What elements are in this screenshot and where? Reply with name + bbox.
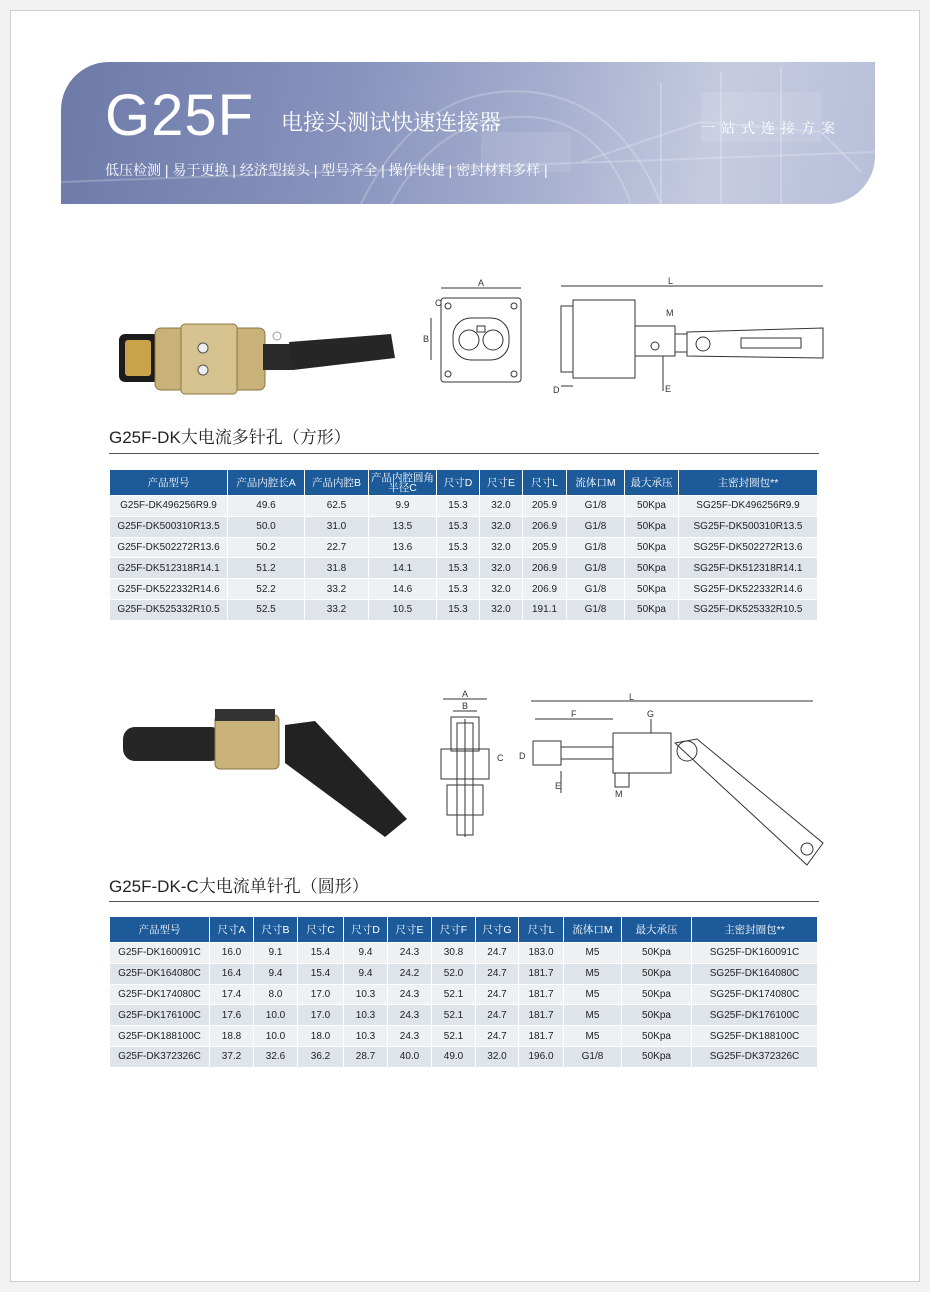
table-cell: 52.5 [228, 599, 305, 620]
column-header: 尺寸E [480, 470, 523, 496]
table-row [110, 558, 818, 579]
table-cell: 181.7 [519, 963, 564, 984]
dim-label-d: D [553, 385, 560, 395]
table-cell: 32.0 [480, 537, 523, 558]
table-cell: G1/8 [567, 496, 625, 517]
table-cell: 8.0 [254, 984, 298, 1005]
table-cell: M5 [564, 963, 622, 984]
table-cell: 15.3 [437, 579, 480, 600]
table-cell: SG25F-DK502272R13.6 [679, 537, 818, 558]
column-header: 尺寸B [254, 917, 298, 943]
column-header: 尺寸G [476, 917, 519, 943]
table-cell: 181.7 [519, 984, 564, 1005]
banner-features: 低压检测 | 易于更换 | 经济型接头 | 型号齐全 | 操作快捷 | 密封材料多样 | [105, 162, 548, 178]
table-cell: 24.7 [476, 1026, 519, 1047]
table-cell: G25F-DK512318R14.1 [110, 558, 228, 579]
table-cell: 24.7 [476, 943, 519, 964]
table-cell: 50Kpa [625, 496, 679, 517]
table-row [110, 963, 818, 984]
column-header: 产品内腔圆角半径C [369, 470, 437, 496]
table-cell: M5 [564, 943, 622, 964]
column-header: 最大承压 [622, 917, 692, 943]
table-cell: SG25F-DK525332R10.5 [679, 599, 818, 620]
dim-label-e: E [555, 781, 562, 791]
dim-label-b: B [461, 701, 469, 711]
table-cell: 18.8 [210, 1026, 254, 1047]
section-title-round: G25F-DK-C大电流单针孔（圆形） [109, 877, 369, 896]
table-cell: 17.4 [210, 984, 254, 1005]
table-cell: 18.0 [298, 1026, 344, 1047]
column-header: 流体口M [567, 470, 625, 496]
table-cell: 17.6 [210, 1005, 254, 1026]
table-cell: 32.0 [480, 516, 523, 537]
catalog-page [10, 10, 920, 1282]
table-cell: 10.3 [344, 984, 388, 1005]
table-cell: 50Kpa [622, 1046, 692, 1067]
table-cell: 31.8 [305, 558, 369, 579]
table-cell: 10.0 [254, 1026, 298, 1047]
table-cell: 24.3 [388, 1026, 432, 1047]
column-header: 尺寸E [388, 917, 432, 943]
column-header: 尺寸L [523, 470, 567, 496]
table-cell: 52.2 [228, 579, 305, 600]
table-cell: 50Kpa [625, 579, 679, 600]
table-cell: 9.1 [254, 943, 298, 964]
drawing-side-view-round [511, 693, 831, 883]
table-cell: 52.1 [432, 984, 476, 1005]
column-header: 主密封圈包** [679, 470, 818, 496]
table-cell: 183.0 [519, 943, 564, 964]
table-cell: 10.5 [369, 599, 437, 620]
table-cell: G25F-DK502272R13.6 [110, 537, 228, 558]
drawing-side-view-square [541, 276, 831, 396]
dim-label-a: A [477, 278, 485, 288]
table-cell: 15.3 [437, 516, 480, 537]
table-cell: G25F-DK164080C [110, 963, 210, 984]
table-cell: G1/8 [564, 1046, 622, 1067]
banner-slogan: 一站式连接方案 [701, 120, 841, 136]
table-cell: 36.2 [298, 1046, 344, 1067]
table-cell: 16.4 [210, 963, 254, 984]
table-cell: 31.0 [305, 516, 369, 537]
table-header-row [110, 917, 818, 943]
table-cell: 17.0 [298, 1005, 344, 1026]
table-cell: 15.3 [437, 599, 480, 620]
table-cell: 50Kpa [622, 1005, 692, 1026]
table-cell: G25F-DK160091C [110, 943, 210, 964]
table-cell: 15.4 [298, 943, 344, 964]
table-cell: 9.4 [254, 963, 298, 984]
column-header: 尺寸F [432, 917, 476, 943]
table-cell: G25F-DK522332R14.6 [110, 579, 228, 600]
table-cell: 10.0 [254, 1005, 298, 1026]
column-header: 产品内腔B [305, 470, 369, 496]
dim-label-a: A [461, 689, 469, 699]
table-cell: SG25F-DK522332R14.6 [679, 579, 818, 600]
table-cell: 33.2 [305, 599, 369, 620]
table-cell: 205.9 [523, 496, 567, 517]
column-header: 尺寸L [519, 917, 564, 943]
table-cell: G25F-DK188100C [110, 1026, 210, 1047]
dim-label-m: M [666, 308, 674, 318]
table-cell: 50.0 [228, 516, 305, 537]
drawing-front-view-square [419, 276, 539, 396]
table-row [110, 1026, 818, 1047]
table-cell: 10.3 [344, 1026, 388, 1047]
dim-label-l: L [668, 276, 674, 286]
table-row [110, 496, 818, 517]
dim-label-l: L [629, 693, 635, 702]
section-title-square: G25F-DK大电流多针孔（方形） [109, 428, 351, 447]
table-cell: 50.2 [228, 537, 305, 558]
table-cell: 28.7 [344, 1046, 388, 1067]
table-cell: G1/8 [567, 579, 625, 600]
table-cell: 49.6 [228, 496, 305, 517]
table-cell: 205.9 [523, 537, 567, 558]
table-cell: 40.0 [388, 1046, 432, 1067]
table-cell: 9.4 [344, 963, 388, 984]
section-rule [109, 901, 819, 902]
table-cell: 52.0 [432, 963, 476, 984]
table-cell: 32.6 [254, 1046, 298, 1067]
table-cell: 24.3 [388, 943, 432, 964]
table-cell: 181.7 [519, 1005, 564, 1026]
table-cell: 15.3 [437, 537, 480, 558]
table-cell: 15.3 [437, 558, 480, 579]
table-cell: 24.7 [476, 1005, 519, 1026]
table-cell: 24.7 [476, 984, 519, 1005]
table-cell: 30.8 [432, 943, 476, 964]
dim-label-c: C [435, 298, 442, 308]
column-header: 流体口M [564, 917, 622, 943]
table-cell: M5 [564, 1005, 622, 1026]
table-cell: 62.5 [305, 496, 369, 517]
table-cell: 206.9 [523, 516, 567, 537]
spec-table-square [109, 469, 818, 621]
table-cell: SG25F-DK160091C [692, 943, 818, 964]
table-cell: G1/8 [567, 599, 625, 620]
table-row [110, 1046, 818, 1067]
table-row [110, 943, 818, 964]
table-cell: 24.3 [388, 1005, 432, 1026]
table-cell: 50Kpa [622, 1026, 692, 1047]
table-cell: 32.0 [480, 496, 523, 517]
table-cell: M5 [564, 1026, 622, 1047]
table-cell: 9.4 [344, 943, 388, 964]
table-cell: G25F-DK372326C [110, 1046, 210, 1067]
table-cell: 32.0 [476, 1046, 519, 1067]
header-banner [61, 62, 875, 204]
table-cell: SG25F-DK188100C [692, 1026, 818, 1047]
table-cell: G25F-DK174080C [110, 984, 210, 1005]
table-cell: G1/8 [567, 558, 625, 579]
table-cell: 15.3 [437, 496, 480, 517]
column-header: 主密封圈包** [692, 917, 818, 943]
table-row [110, 516, 818, 537]
table-cell: 10.3 [344, 1005, 388, 1026]
table-cell: 24.3 [388, 984, 432, 1005]
table-cell: 50Kpa [622, 984, 692, 1005]
column-header: 产品型号 [110, 470, 228, 496]
table-cell: 206.9 [523, 579, 567, 600]
table-cell: SG25F-DK174080C [692, 984, 818, 1005]
table-cell: SG25F-DK496256R9.9 [679, 496, 818, 517]
column-header: 尺寸D [437, 470, 480, 496]
dim-label-d: D [519, 751, 526, 761]
drawing-section-view-round [429, 689, 509, 839]
table-cell: SG25F-DK164080C [692, 963, 818, 984]
table-cell: 51.2 [228, 558, 305, 579]
table-cell: 52.1 [432, 1005, 476, 1026]
table-cell: 32.0 [480, 579, 523, 600]
table-cell: M5 [564, 984, 622, 1005]
table-cell: 196.0 [519, 1046, 564, 1067]
table-cell: SG25F-DK176100C [692, 1005, 818, 1026]
table-cell: 15.4 [298, 963, 344, 984]
table-cell: 14.1 [369, 558, 437, 579]
table-cell: 50Kpa [622, 963, 692, 984]
banner-subtitle: 电接头测试快速连接器 [281, 110, 502, 135]
column-header: 尺寸A [210, 917, 254, 943]
table-cell: 49.0 [432, 1046, 476, 1067]
table-cell: G25F-DK496256R9.9 [110, 496, 228, 517]
table-cell: 206.9 [523, 558, 567, 579]
table-cell: G25F-DK525332R10.5 [110, 599, 228, 620]
table-cell: G25F-DK500310R13.5 [110, 516, 228, 537]
table-cell: 181.7 [519, 1026, 564, 1047]
column-header: 尺寸C [298, 917, 344, 943]
table-row [110, 599, 818, 620]
spec-table-round [109, 916, 818, 1068]
table-cell: 50Kpa [625, 558, 679, 579]
dim-label-m: M [615, 789, 623, 799]
table-cell: 17.0 [298, 984, 344, 1005]
table-cell: 13.6 [369, 537, 437, 558]
product-photo-square [111, 306, 411, 406]
table-cell: 13.5 [369, 516, 437, 537]
table-cell: SG25F-DK512318R14.1 [679, 558, 818, 579]
table-cell: G25F-DK176100C [110, 1005, 210, 1026]
table-cell: G1/8 [567, 537, 625, 558]
dim-label-g: G [647, 709, 655, 719]
table-cell: 14.6 [369, 579, 437, 600]
table-header-row [110, 470, 818, 496]
table-cell: 22.7 [305, 537, 369, 558]
column-header: 产品型号 [110, 917, 210, 943]
table-cell: 50Kpa [625, 516, 679, 537]
product-photo-round [115, 691, 415, 851]
table-cell: 50Kpa [625, 599, 679, 620]
column-header: 最大承压 [625, 470, 679, 496]
table-cell: 32.0 [480, 558, 523, 579]
table-cell: 24.2 [388, 963, 432, 984]
table-row [110, 1005, 818, 1026]
dim-label-b: B [423, 334, 430, 344]
table-cell: 32.0 [480, 599, 523, 620]
table-cell: 24.7 [476, 963, 519, 984]
table-row [110, 984, 818, 1005]
table-cell: 9.9 [369, 496, 437, 517]
table-cell: G1/8 [567, 516, 625, 537]
column-header: 产品内腔长A [228, 470, 305, 496]
table-cell: 16.0 [210, 943, 254, 964]
table-row [110, 537, 818, 558]
table-cell: 50Kpa [625, 537, 679, 558]
table-cell: SG25F-DK500310R13.5 [679, 516, 818, 537]
dim-label-c: C [497, 753, 504, 763]
table-cell: SG25F-DK372326C [692, 1046, 818, 1067]
banner-model: G25F [105, 83, 255, 148]
table-cell: 52.1 [432, 1026, 476, 1047]
section-rule [109, 453, 819, 454]
table-cell: 191.1 [523, 599, 567, 620]
column-header: 尺寸D [344, 917, 388, 943]
table-row [110, 579, 818, 600]
table-cell: 33.2 [305, 579, 369, 600]
table-cell: 37.2 [210, 1046, 254, 1067]
dim-label-f: F [571, 709, 577, 719]
dim-label-e: E [665, 384, 672, 394]
table-cell: 50Kpa [622, 943, 692, 964]
